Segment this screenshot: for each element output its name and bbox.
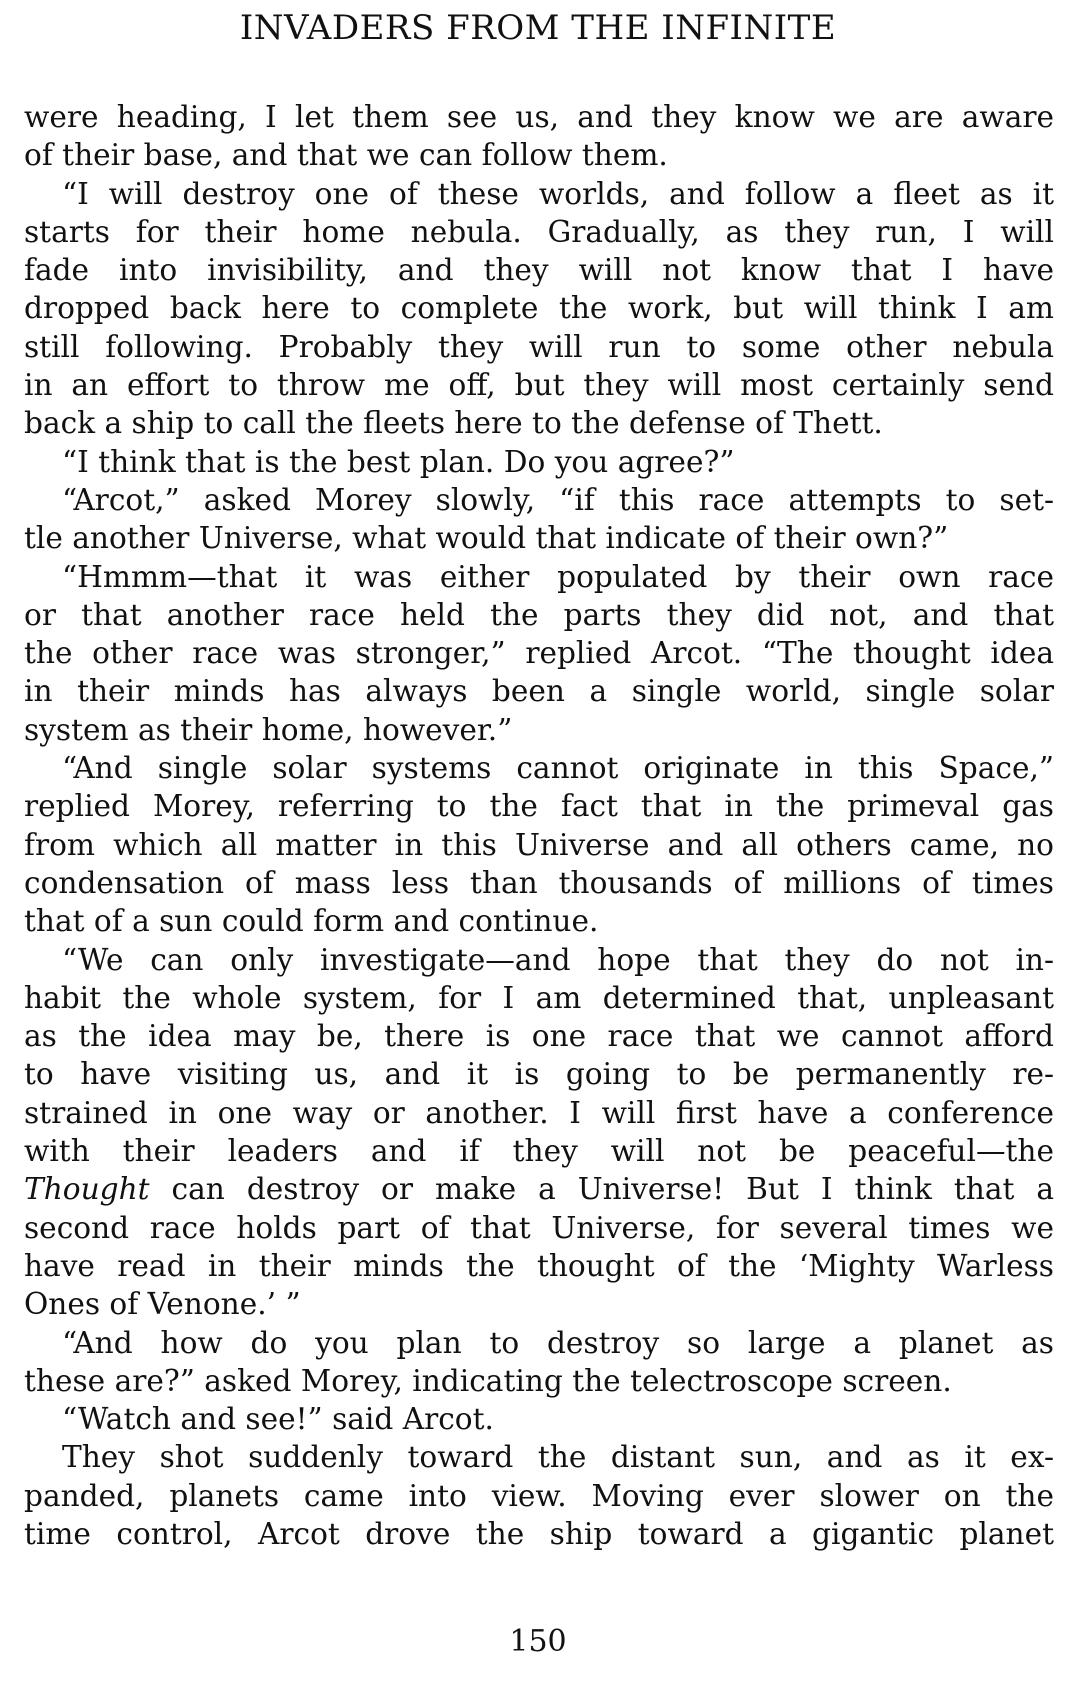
text-line: replied Morey, referring to the fact that in the primeval gas <box>24 789 1054 824</box>
running-head: INVADERS FROM THE INFINITE <box>239 8 837 48</box>
text-line <box>24 1170 1054 1208</box>
text-line: “Arcot,” asked Morey slowly, “if this race attempts to set- <box>62 482 1054 517</box>
italic-title: Thought <box>24 1172 150 1207</box>
text-line: “And single solar systems cannot originate in this Space,” <box>62 751 1054 786</box>
text-line: fade into invisibility, and they will not know that I have <box>24 253 1054 288</box>
page-number: 150 <box>509 1624 567 1659</box>
text-line: were heading, I let them see us, and they know we are aware <box>24 100 1054 134</box>
text-line: have read in their minds the thought of the ‘Mighty Warless <box>24 1248 1054 1283</box>
text-line: They shot suddenly toward the distant sun, and as it ex- <box>62 1440 1054 1475</box>
text-line: in their minds has always been a single world, single solar <box>24 674 1054 709</box>
text-line: that of a sun could form and continue. <box>24 904 599 939</box>
text-line: time control, Arcot drove the ship toward a gigantic planet <box>24 1516 1054 1551</box>
text-line: of their base, and that we can follow them. <box>24 138 668 173</box>
text-line: second race holds part of that Universe, for several times we <box>24 1210 1054 1245</box>
text-line: “Hmmm—that it was either populated by their own race <box>62 559 1054 594</box>
text-line: dropped back here to complete the work, but will think I am <box>24 291 1054 326</box>
text-line: still following. Probably they will run to some other nebula <box>24 329 1054 364</box>
text-line: starts for their home nebula. Gradually, as they run, I will <box>24 214 1054 249</box>
text-line: or that another race held the parts they did not, and that <box>24 597 1054 632</box>
text-line: “And how do you plan to destroy so large a planet as <box>62 1325 1054 1360</box>
text-line: habit the whole system, for I am determined that, unpleasant <box>24 980 1054 1015</box>
text-line: the other race was stronger,” replied Arcot. “The thought idea <box>24 636 1054 671</box>
text-line: from which all matter in this Universe and all others came, no <box>24 827 1054 862</box>
text-line: these are?” asked Morey, indicating the telectroscope screen. <box>24 1363 952 1398</box>
text-line: with their leaders and if they will not be peaceful—the <box>24 1134 1054 1169</box>
text-line: back a ship to call the fleets here to the defense of Thett. <box>24 406 883 441</box>
text-line: “We can only investigate—and hope that they do not in- <box>62 942 1054 977</box>
text-line: condensation of mass less than thousands of millions of times <box>24 865 1054 900</box>
text-line: as the idea may be, there is one race that we cannot afford <box>24 1019 1054 1054</box>
text-line: tle another Universe, what would that indicate of their own?” <box>24 521 949 556</box>
text-line-rest: can destroy or make a Universe! But I think that a <box>149 1172 1054 1207</box>
text-line: “I will destroy one of these worlds, and follow a fleet as it <box>62 176 1054 211</box>
text-line: panded, planets came into view. Moving ever slower on the <box>24 1478 1054 1513</box>
text-line: system as their home, however.” <box>24 712 513 747</box>
text-line: Ones of Venone.’ ” <box>24 1287 301 1322</box>
text-line: “I think that is the best plan. Do you agree?” <box>62 444 735 479</box>
text-line: in an effort to throw me off, but they will most certainly send <box>24 368 1054 403</box>
body-text <box>24 98 1054 1553</box>
text-line: to have visiting us, and it is going to be permanently re- <box>24 1057 1054 1092</box>
text-line: “Watch and see!” said Arcot. <box>62 1402 494 1437</box>
text-line: strained in one way or another. I will first have a conference <box>24 1095 1054 1130</box>
